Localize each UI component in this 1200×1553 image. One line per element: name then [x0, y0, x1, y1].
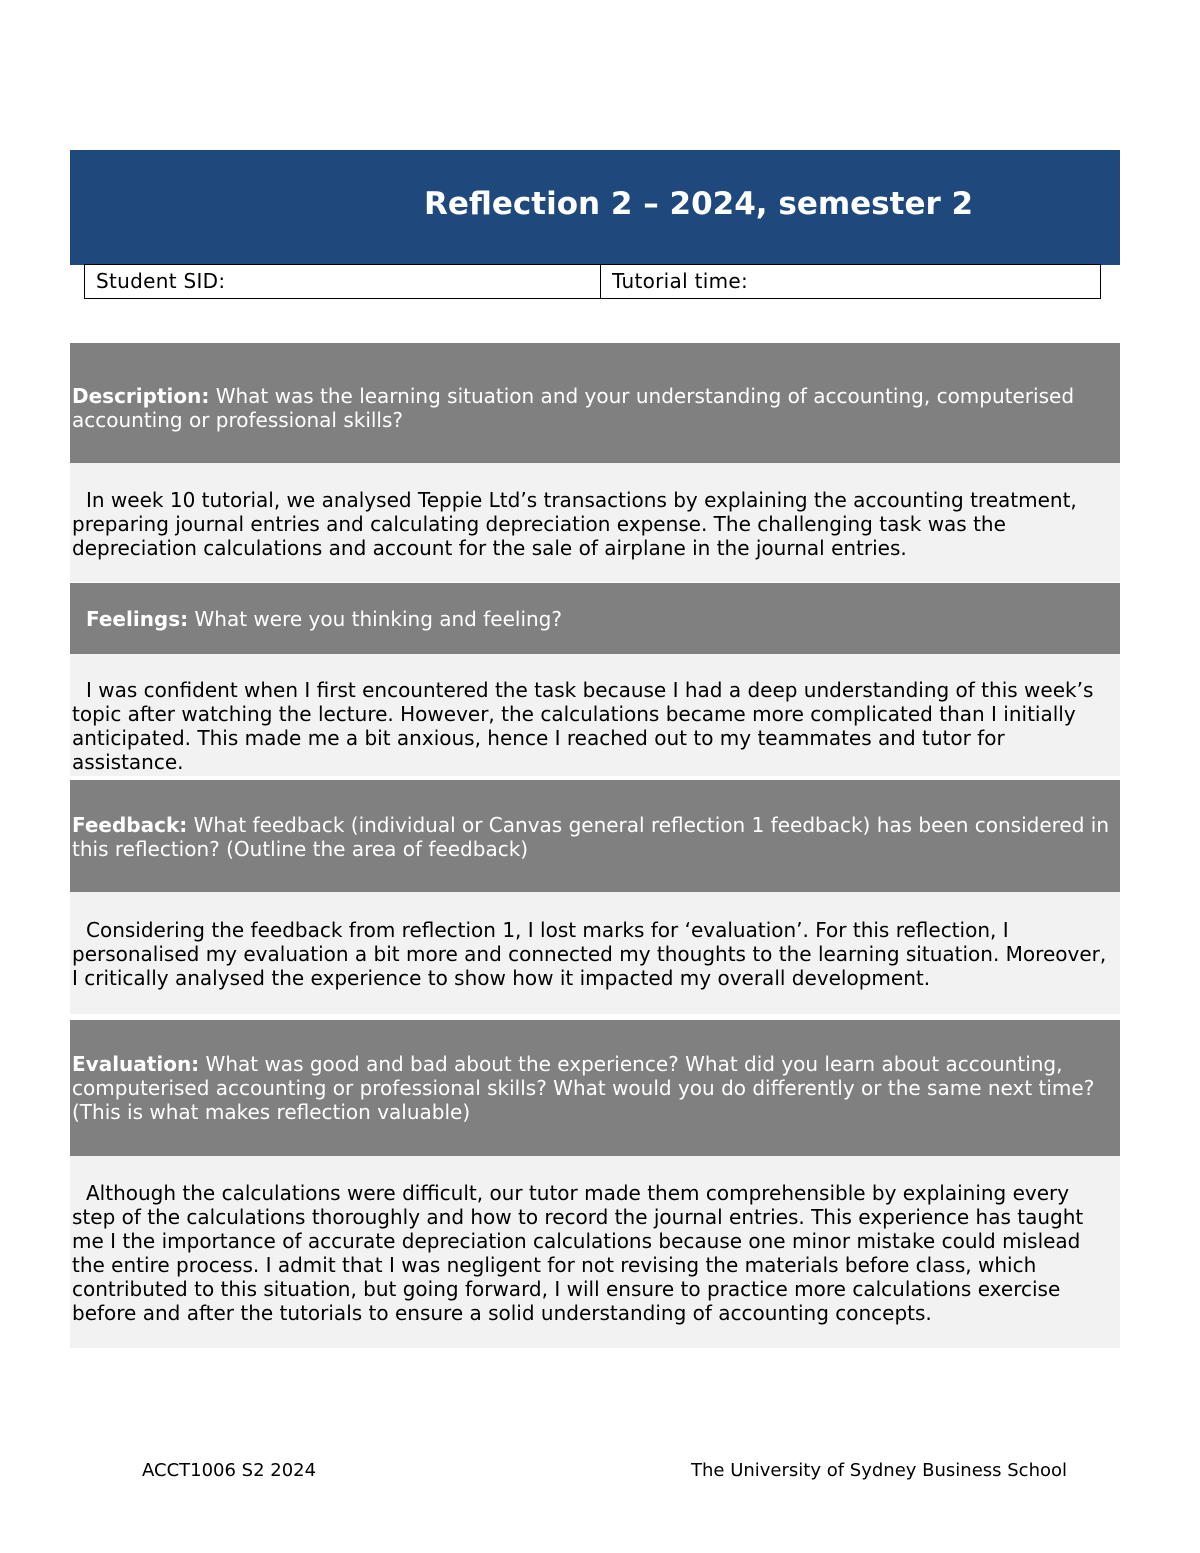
student-sid-field[interactable]: Student SID:	[85, 265, 601, 298]
feelings-answer-box[interactable]	[70, 654, 1120, 776]
student-info-table	[84, 264, 1101, 299]
description-answer-box[interactable]	[70, 463, 1120, 582]
description-prompt	[70, 343, 1120, 463]
feedback-question: What feedback (individual or Canvas general reflection 1 feedback) has been considered in this reflection? (Outline the area of feedback)	[72, 813, 1110, 861]
feelings-heading: Feelings:	[86, 607, 189, 631]
evaluation-question: What was good and bad about the experience? What did you learn about accounting, computerised accounting or professional skills? What would you do differently or the same next time? (This is what makes reflection valuable)	[72, 1052, 1095, 1124]
footer-course-code: ACCT1006 S2 2024	[142, 1460, 317, 1481]
footer-institution: The University of Sydney Business School	[691, 1460, 1068, 1481]
feelings-question: What were you thinking and feeling?	[188, 607, 562, 631]
feedback-answer-box[interactable]	[70, 892, 1120, 1014]
page-title: Reflection 2 – 2024, semester 2	[424, 186, 974, 222]
description-answer: In week 10 tutorial, we analysed Teppie Ltd’s transactions by explaining the accounting treatment, preparing journal entries and calculating depreciation expense. The challenging task was the depreciation calculations and account for the sale of airplane in the journal entries.	[72, 488, 1077, 560]
feelings-prompt	[70, 583, 1120, 654]
evaluation-answer-box[interactable]	[70, 1156, 1120, 1348]
feedback-answer: Considering the feedback from reflection 1, I lost marks for ‘evaluation’. For this reflection, I personalised my evaluation a bit more and connected my thoughts to the learning situation. Moreover, I critically analysed the experience to show how it impacted my overall development.	[72, 918, 1107, 990]
evaluation-prompt	[70, 1020, 1120, 1156]
description-question: What was the learning situation and your understanding of accounting, computerised accounting or professional skills?	[72, 384, 1075, 432]
evaluation-heading: Evaluation:	[72, 1052, 200, 1076]
description-heading: Description:	[72, 384, 210, 408]
feedback-prompt	[70, 780, 1120, 892]
feelings-answer: I was confident when I first encountered the task because I had a deep understanding of this week’s topic after watching the lecture. However, the calculations became more complicated than I initially anticipated. This made me a bit anxious, hence I reached out to my teammates and tutor for assistance.	[72, 678, 1094, 774]
tutorial-time-field[interactable]: Tutorial time:	[612, 269, 749, 293]
feedback-heading: Feedback:	[72, 813, 188, 837]
evaluation-answer: Although the calculations were difficult, our tutor made them comprehensible by explaining every step of the calculations thoroughly and how to record the journal entries. This experience has taught me I the importance of accurate depreciation calculations because one minor mistake could mislead the entire process. I admit that I was negligent for not revising the materials before class, which contributed to this situation, but going forward, I will ensure to practice more calculations exercise before and after the tutorials to ensure a solid understanding of accounting concepts.	[72, 1181, 1084, 1325]
